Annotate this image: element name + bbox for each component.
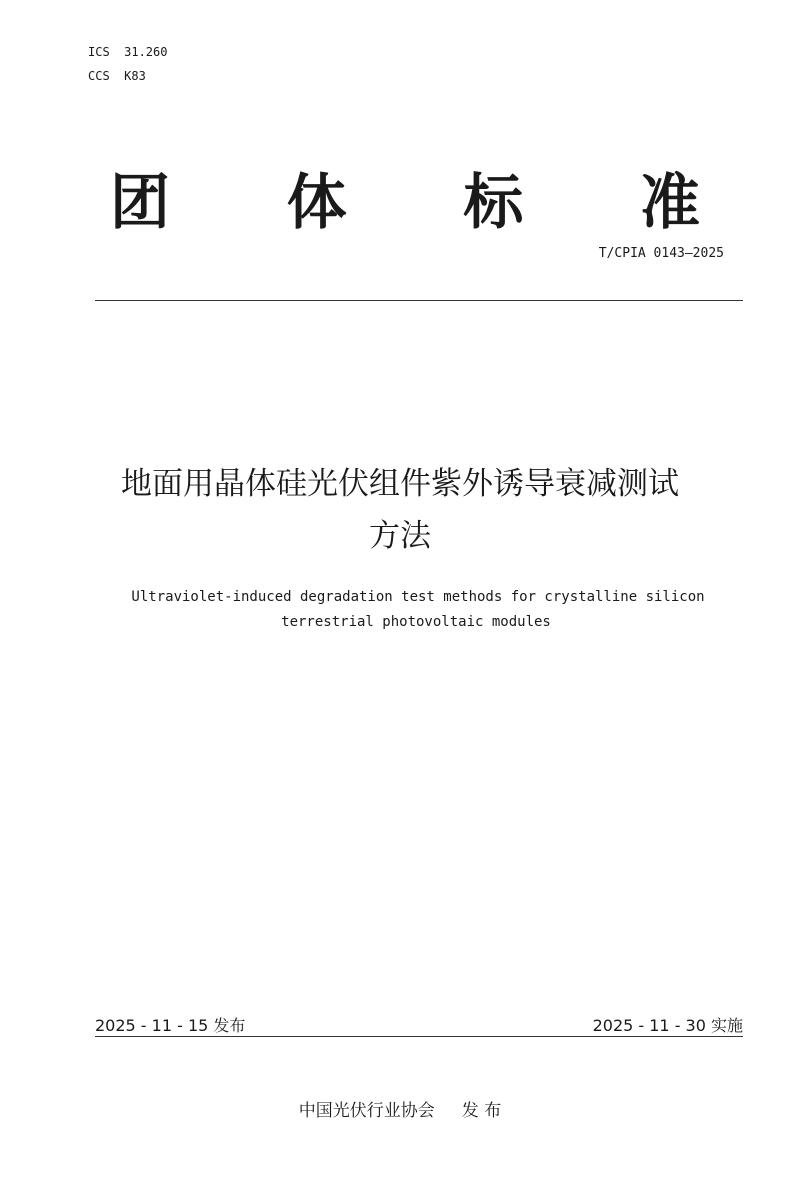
- classification-codes: [88, 40, 167, 88]
- english-title-line-1: Ultraviolet-induced degradation test methods for crystalline silicon: [131, 589, 705, 605]
- standard-type-char: 标: [463, 168, 524, 238]
- chinese-title-line-1: 地面用晶体硅光伏组件紫外诱导衰减测试: [121, 466, 679, 502]
- top-divider: [95, 300, 743, 301]
- issue-date: 2025 - 11 - 15 发布: [95, 1016, 246, 1035]
- implementation-date: 2025 - 11 - 30 实施: [592, 1016, 743, 1035]
- standard-number: T/CPIA 0143—2025: [598, 246, 724, 261]
- ccs-code: CCS K83: [88, 69, 146, 83]
- publisher: 中国光伏行业协会 发 布: [298, 1101, 502, 1121]
- standard-type-char: 准: [639, 168, 700, 238]
- standard-type-char: 团: [110, 168, 170, 238]
- english-title-line-2: terrestrial photovoltaic modules: [281, 614, 551, 630]
- ics-code: ICS 31.260: [88, 45, 168, 59]
- chinese-title-line-2: 方法: [369, 518, 431, 554]
- standard-type-heading: [110, 158, 700, 238]
- standard-type-char: 体: [286, 168, 347, 238]
- bottom-divider: [95, 1036, 743, 1037]
